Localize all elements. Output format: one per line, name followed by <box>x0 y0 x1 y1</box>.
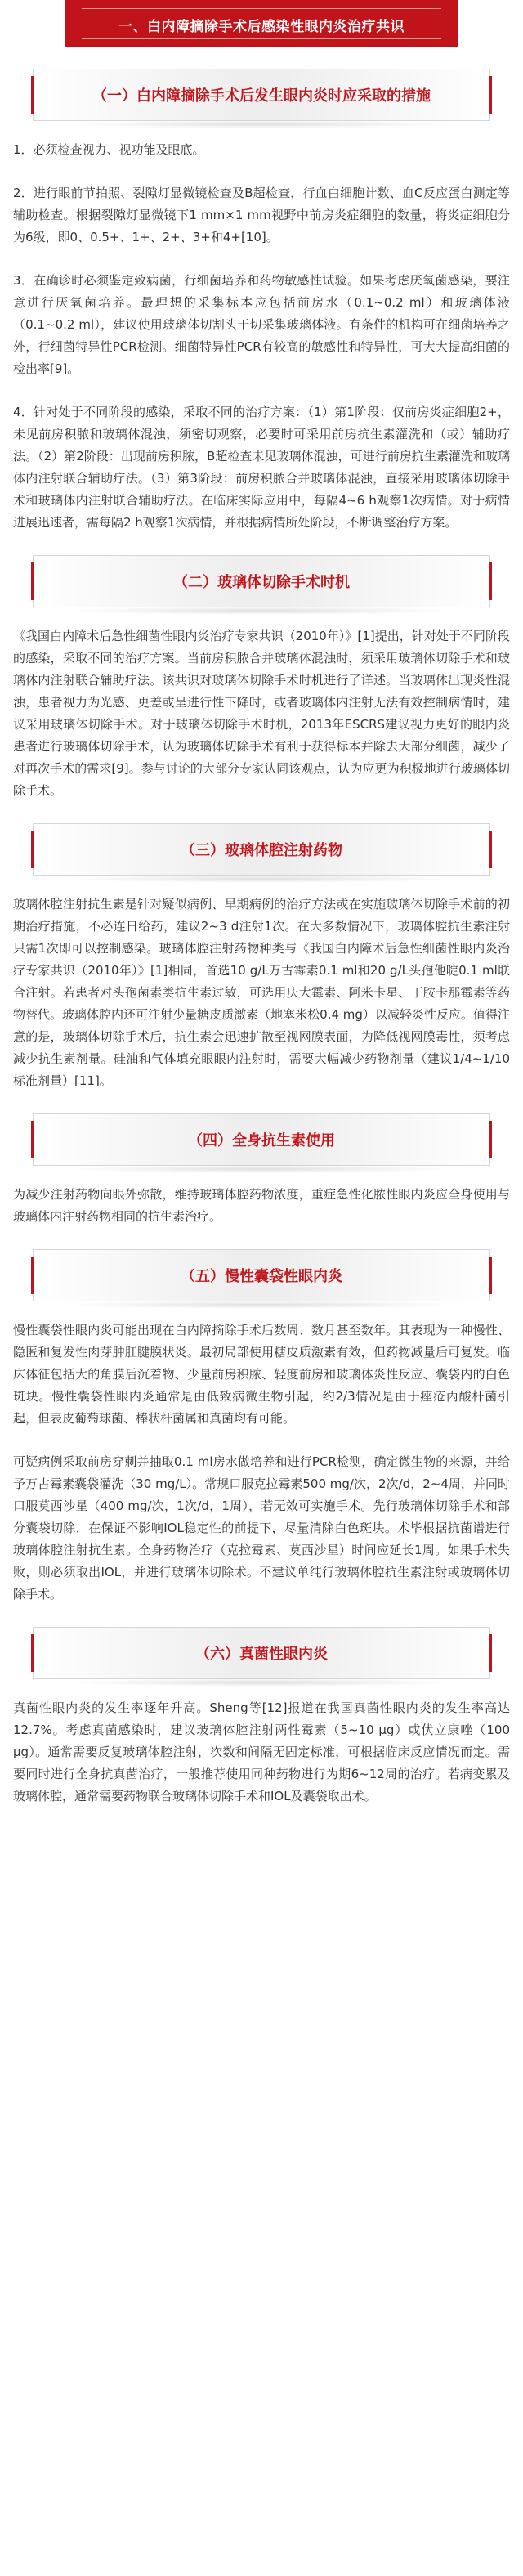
heading-shadow <box>66 1678 457 1687</box>
banner-decor-lines <box>82 8 441 39</box>
section-heading-text: （五）慢性囊袋性眼内炎 <box>181 1268 342 1285</box>
paragraph: 可疑病例采取前房穿刺并抽取0.1 ml房水做培养和进行PCR检测，确定微生物的来源，并给予万古霉素囊袋灌洗（30 mg/L）。常规口服克拉霉素500 mg/次，2次/d，2~4周，并同时口服莫西沙星（400 mg/次，1次/d，1周），若无效可实施手术。先行玻璃体切除手术和部分囊袋切除，在保证不影响IOL稳定性的前提下，尽量清除白色斑块。术毕根据抗菌谱进行玻璃体腔注射抗生素。全身药物治疗（克拉霉素、莫西沙星）时间应延长1周。如果手术失败，则必须取出IOL，并进行玻璃体切除术。不建议单纯行玻璃体腔抗生素注射或玻璃体切除手术。 <box>13 1454 510 1602</box>
heading-accent-left <box>31 1257 34 1294</box>
paragraph: 玻璃体腔注射抗生素是针对疑似病例、早期病例的治疗方法或在实施玻璃体切除手术前的初期治疗措施，不必连日给药，建议2~3 d注射1次。在大多数情况下，玻璃体腔抗生素注射只需1次即可以控制感染。玻璃体腔注射药物种类与《我国白内障术后急性细菌性眼内炎治疗专家共识（2010年）》[1]相同，首选10 g/L万古霉素0.1 ml和20 g/L头孢他啶0.1 ml联合注射。若患者对头孢菌素类抗生素过敏，可选用庆大霉素、阿米卡星、丁胺卡那霉素等药物替代。玻璃体腔内还可注射少量糖皮质激素（地塞米松0.4 mg）以减轻炎性反应。值得注意的是，玻璃体切除手术后，抗生素会迅速扩散至视网膜表面，为降低视网膜毒性，须考虑减少抗生素剂量。硅油和气体填充眼眼内注射时，需要大幅减少药物剂量（建议1/4~1/10标准剂量）[11]。 <box>13 897 510 1088</box>
paragraph: 2．进行眼前节拍照、裂隙灯显微镜检查及B超检查，行血白细胞计数、血C反应蛋白测定等辅助检查。根据裂隙灯显微镜下1 mm×1 mm视野中前房炎症细胞的数量，将炎症细胞分为6级，即0、0.5+、1+、2+、3+和4+[10]。 <box>13 186 510 244</box>
section-heading <box>33 69 490 121</box>
heading-accent-left <box>31 1634 34 1672</box>
heading-shadow <box>66 607 457 615</box>
section-heading <box>33 555 490 607</box>
section-heading <box>33 1627 490 1679</box>
section-heading-text: （四）全身抗生素使用 <box>188 1132 335 1149</box>
heading-accent-right <box>489 1257 492 1294</box>
heading-accent-left <box>31 1121 34 1158</box>
top-banner <box>65 0 458 47</box>
section-heading-text: （二）玻璃体切除手术时机 <box>173 574 350 591</box>
section-heading-text: （三）玻璃体腔注射药物 <box>181 842 342 859</box>
heading-accent-right <box>489 76 492 114</box>
heading-shadow <box>66 1165 457 1173</box>
section-heading <box>33 1113 490 1166</box>
paragraph: 慢性囊袋性眼内炎可能出现在白内障摘除手术后数周、数月甚至数年。其表现为一种慢性、隐匿和复发性肉芽肿肛腱膜状炎。最初局部使用糖皮质激素有效，但药物减量后可复发。临床体征包括大的角膜后沉着物、少量前房积脓、轻度前房和玻璃体炎性反应、囊袋内的白色斑块。慢性囊袋性眼内炎通常是由低致病微生物引起，约2/3情况是由于痤疮丙酸杆菌引起，但表皮葡萄球菌、棒状杆菌属和真菌均有可能。 <box>13 1323 510 1426</box>
heading-accent-left <box>31 831 34 868</box>
banner-title: 一、白内障摘除手术后感染性眼内炎治疗共识 <box>118 19 405 35</box>
heading-accent-right <box>489 1634 492 1672</box>
paragraph: 为减少注射药物向眼外弥散，维持玻璃体腔药物浓度，重症急性化脓性眼内炎应全身使用与玻璃体内注射药物相同的抗生素治疗。 <box>13 1187 510 1224</box>
section-heading-text: （一）白内障摘除手术后发生眼内炎时应采取的措施 <box>92 87 431 105</box>
heading-shadow <box>66 875 457 883</box>
heading-accent-right <box>489 1121 492 1158</box>
heading-accent-left <box>31 76 34 114</box>
heading-accent-left <box>31 562 34 600</box>
section-heading <box>33 1249 490 1301</box>
heading-shadow <box>66 1301 457 1309</box>
paragraph: 《我国白内障术后急性细菌性眼内炎治疗专家共识（2010年）》[1]提出，针对处于不同阶段的感染，采取不同的治疗方案。当前房积脓合并玻璃体混浊时，须采用玻璃体切除手术和玻璃体内注射联合辅助疗法。该共识对玻璃体切除手术时机进行了详述。当玻璃体出现炎性混浊，患者视力为光感、更差或呈进行性下降时，或者玻璃体内注射无法有效控制病情时，建议采用玻璃体切除手术。对于玻璃体切除手术时机，2013年ESCRS建议视力更好的眼内炎患者进行玻璃体切除手术，认为玻璃体切除手术有利于获得标本并除去大部分细菌，减少了对再次手术的需求[9]。参与讨论的大部分专家认同该观点，认为应更为积极地进行玻璃体切除手术。 <box>13 629 510 798</box>
heading-accent-right <box>489 831 492 868</box>
section-heading <box>33 823 490 876</box>
paragraph: 4．针对处于不同阶段的感染，采取不同的治疗方案：（1）第1阶段：仅前房炎症细胞2+，未见前房积脓和玻璃体混浊，须密切观察，必要时可采用前房抗生素灌洗和（或）辅助疗法。（2）第2阶段：出现前房积脓，B超检查未见玻璃体混浊，可进行前房抗生素灌洗和玻璃体内注射联合辅助疗法。（3）第3阶段：前房积脓合并玻璃体混浊，直接采用玻璃体切除手术和玻璃体内注射联合辅助疗法。在临床实际应用中，每隔4~6 h观察1次病情。对于病情进展迅速者，需每隔2 h观察1次病情，并根据病情所处阶段，不断调整治疗方案。 <box>13 405 510 530</box>
heading-accent-right <box>489 562 492 600</box>
paragraph: 真菌性眼内炎的发生率逐年升高。Sheng等[12]报道在我国真菌性眼内炎的发生率高达12.7%。考虑真菌感染时，建议玻璃体腔注射两性霉素（5~10 μg）或伏立康唑（100 μg）。通常需要反复玻璃体腔注射，次数和间隔无固定标准，可根据临床反应情况而定。需要同时进行全身抗真菌治疗，一般推荐使用同种药物进行为期6~12周的治疗。若病变累及玻璃体腔，通常需要药物联合玻璃体切除手术和IOL及囊袋取出术。 <box>13 1700 510 1803</box>
heading-shadow <box>66 120 457 128</box>
paragraph: 3．在确诊时必须鉴定致病菌，行细菌培养和药物敏感性试验。如果考虑厌氧菌感染，要注意进行厌氧菌培养。最理想的采集标本应包括前房水（0.1~0.2 ml）和玻璃体液（0.1~0.2 ml），建议使用玻璃体切割头干切采集玻璃体液。有条件的机构可在细菌培养之外，行细菌特异性PCR检测。细菌特异性PCR有较高的敏感性和特异性，可大大提高细菌的检出率[9]。 <box>13 273 510 376</box>
section-heading-text: （六）真菌性眼内炎 <box>195 1646 328 1663</box>
paragraph: 1．必须检查视力、视功能及眼底。 <box>13 142 205 157</box>
